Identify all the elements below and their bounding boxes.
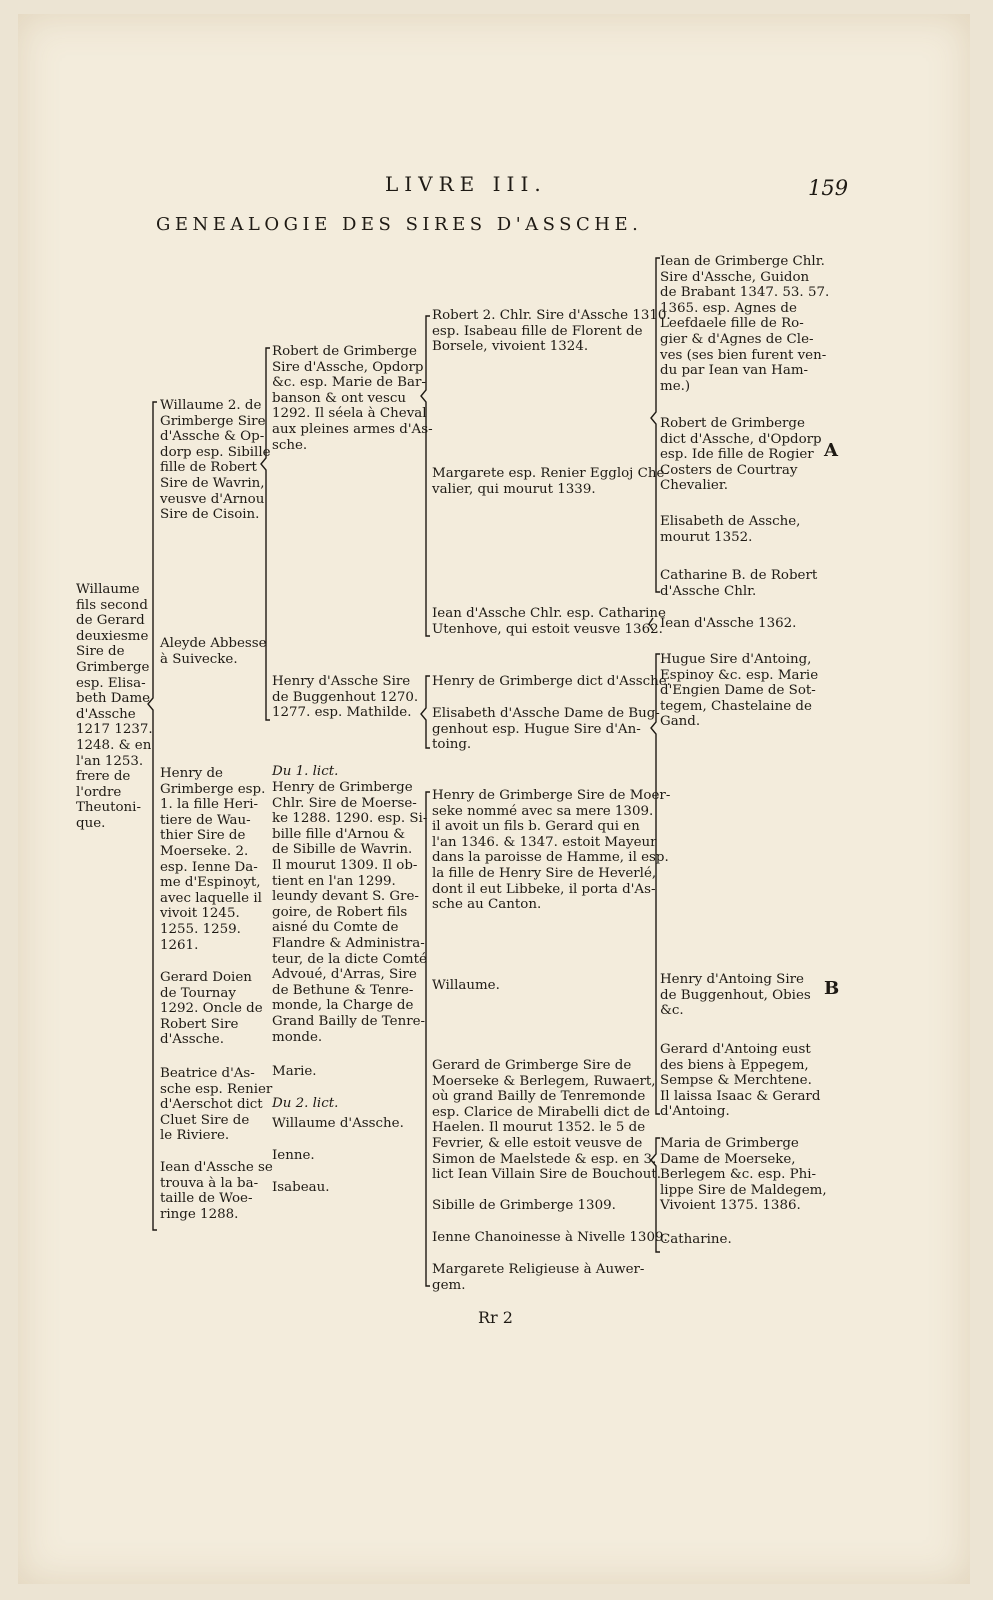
catharine-entry: Catharine B. de Robert d'Assche Chlr. [660,568,818,599]
ienne-nivelle-entry: Ienne Chanoinesse à Nivelle 1309. [432,1230,668,1245]
henry-moerseke2-entry: Henry de Grimberge Sire de Moer- seke nommé avec sa mere 1309. il avoit un fils b. Gerard qui en l'an 1346. & 1347. estoit Mayeur dans la paroisse de Hamme, il esp. la fille de Henry Sire de Heverlé, dont il eut Libbeke, il porta d'As- sche au Canton. [432,788,671,913]
gerard-antoing-entry: Gerard d'Antoing eust des biens à Eppegem, Sempse & Merchtene. Il laissa Isaac & Gerard d'Antoing. [660,1042,821,1120]
henry-buggenhout-entry: Henry d'Assche Sire de Buggenhout 1270. 1277. esp. Mathilde. [272,674,419,721]
robert2-entry: Robert 2. Chlr. Sire d'Assche 1310. esp. Isabeau fille de Florent de Borsele, vivoient 1324. [432,308,671,355]
margarete-entry: Margarete esp. Renier Eggloj Che- valier, qui mourut 1339. [432,466,669,497]
aleyde-entry: Aleyde Abbesse à Suivecke. [160,636,267,667]
willaume2-entry: Willaume 2. de Grimberge Sire d'Assche & Op- dorp esp. Sibille fille de Robert Sire de Wavrin, veusve d'Arnou Sire de Cisoin. [160,398,271,523]
maria-grimberge-entry: Maria de Grimberge Dame de Moerseke, Berlegem &c. esp. Phi- lippe Sire de Maldegem, Vivoient 1375. 1386. [660,1136,827,1214]
henry-antoing-entry: Henry d'Antoing Sire de Buggenhout, Obies &c. [660,972,811,1019]
first-marriage-label: Du 1. lict. [272,764,339,779]
gerard-berlegem-entry: Gerard de Grimberge Sire de Moerseke & Berlegem, Ruwaert, où grand Bailly de Tenremonde esp. Clarice de Mirabelli dict de Haelen. Il mourut 1352. le 5 de Fevrier, & elle estoit veusve de Simon de Maelstede & esp. en 3. lict Iean Villain Sire de Bouchout. [432,1058,661,1183]
elisabeth-buggenhout-entry: Elisabeth d'Assche Dame de Bug- genhout esp. Hugue Sire d'An- toing. [432,706,660,753]
willaume-short-entry: Willaume. [432,978,500,993]
sibille-entry: Sibille de Grimberge 1309. [432,1198,616,1213]
robert-opdorp-entry: Robert de Grimberge dict d'Assche, d'Opdorp esp. Ide fille de Rogier Costers de Courtray Chevalier. [660,416,822,494]
elisabeth-assche-entry: Elisabeth de Assche, mourut 1352. [660,514,801,545]
ienne-entry: Ienne. [272,1148,315,1163]
iean-1362-entry: Iean d'Assche 1362. [660,616,797,631]
beatrice-entry: Beatrice d'As- sche esp. Renier d'Aerschot dict Cluet Sire de le Riviere. [160,1066,273,1144]
page-number: 159 [808,176,849,200]
isabeau-entry: Isabeau. [272,1180,330,1195]
henry-moerseke-entry: Henry de Grimberge Chlr. Sire de Moerse- ke 1288. 1290. esp. Si- bille fille d'Arnou & de Sibille de Wavrin. Il mourut 1309. Il ob- tient en l'an 1299. leundy devant S. Gre- goire, de Robert fils aisné du Comte de Flandre & Administra- teur, de la dicte Comté Advoué, d'Arras, Sire de Bethune & Tenre- monde, la Charge de Grand Bailly de Tenre- monde. [272,780,428,1045]
willaume-entry: Willaume fils second de Gerard deuxiesme Sire de Grimberge esp. Elisa- beth Dame d'Assche 1217 1237. 1248. & en l'an 1253. frere de l'ordre Theutoni- que. [76,582,153,831]
iean-entry: Iean d'Assche se trouva à la ba- taille de Woe- ringe 1288. [160,1160,273,1222]
willaume-assche-entry: Willaume d'Assche. [272,1116,404,1131]
page-title: GENEALOGIE DES SIRES D'ASSCHE. [156,214,643,235]
iean-utenhove-entry: Iean d'Assche Chlr. esp. Catharine Utenhove, qui estoit veusve 1362. [432,606,666,637]
catharine-short-entry: Catharine. [660,1232,732,1247]
margin-mark-b: B [824,978,840,999]
margarete-religieuse-entry: Margarete Religieuse à Auwer- gem. [432,1262,645,1293]
margin-mark-a: A [824,440,838,461]
marie-entry: Marie. [272,1064,317,1079]
hugue-antoing-entry: Hugue Sire d'Antoing, Espinoy &c. esp. Marie d'Engien Dame de Sot- tegem, Chastelaine de Gand. [660,652,819,730]
henry-dict-entry: Henry de Grimberge dict d'Assche. [432,674,671,689]
robert-grimberge-entry: Robert de Grimberge Sire d'Assche, Opdorp &c. esp. Marie de Bar- banson & ont vescu 1292. Il séela à Cheval aux pleines armes d'As- sche. [272,344,433,453]
iean-guidon-entry: Iean de Grimberge Chlr. Sire d'Assche, Guidon de Brabant 1347. 53. 57. 1365. esp. Agnes de Leefdaele fille de Ro- gier & d'Agnes de Cle- ves (ses bien furent ven- du par Iean van Ham- me.) [660,254,830,394]
gerard-entry: Gerard Doien de Tournay 1292. Oncle de Robert Sire d'Assche. [160,970,263,1048]
henry-entry: Henry de Grimberge esp. 1. la fille Heri- tiere de Wau- thier Sire de Moerseke. 2. esp. Ienne Da- me d'Espinoyt, avec laquelle il vivoit 1245. 1255. 1259. 1261. [160,766,266,953]
second-marriage-label: Du 2. lict. [272,1096,339,1111]
signature-mark: Rr 2 [478,1308,513,1327]
book-heading: LIVRE III. [385,172,547,196]
